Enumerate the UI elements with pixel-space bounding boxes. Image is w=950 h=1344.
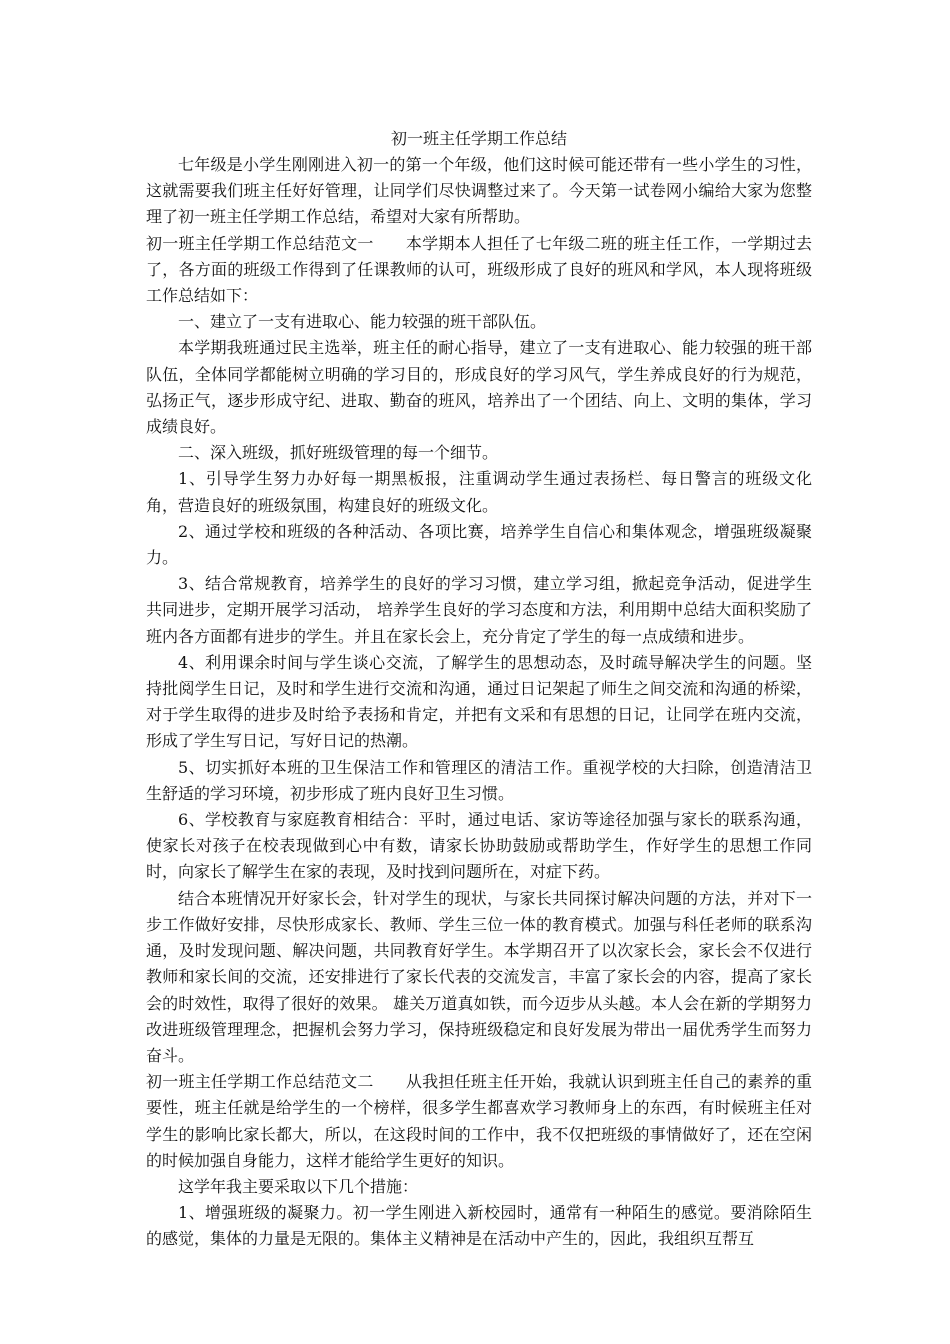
sample-one-heading: 初一班主任学期工作总结范文一	[146, 233, 374, 253]
paragraph-section-one: 一、建立了一支有进取心、能力较强的班干部队伍。	[178, 312, 547, 332]
paragraph-measure-1: 1、增强班级的凝聚力。初一学生刚进入新校园时，通常有一种陌生的感觉。要消除陌生的感觉，集体的力量是无限的。集体主义精神是在活动中产生的，因此，我组织互帮互	[146, 1203, 812, 1249]
paragraph-sample-two	[146, 1069, 812, 1174]
sample-two-body: 从我担任班主任开始，我就认识到班主任自己的素养的重要性，班主任就是给学生的一个榜样，很多学生都喜欢学习教师身上的东西，有时候班主任对学生的影响比家长都大，所以，在这段时间的工作中，我不仅把班级的事情做好了，还在空闲的时候加强自身能力，这样才能给学生更好的知识。	[146, 1072, 812, 1170]
document-page	[146, 126, 812, 1253]
paragraph-item-2: 2、通过学校和班级的各种活动、各项比赛，培养学生自信心和集体观念，增强班级凝聚力。	[146, 521, 812, 568]
sample-one-body: 本学期本人担任了七年级二班的班主任工作，一学期过去了，各方面的班级工作得到了任课教师的认可，班级形成了良好的班风和学风，本人现将班级工作总结如下：	[146, 233, 812, 306]
document-title: 初一班主任学期工作总结	[390, 129, 567, 148]
paragraph-measures: 这学年我主要采取以下几个措施：	[178, 1176, 419, 1196]
paragraph-item-5: 5、切实抓好本班的卫生保洁工作和管理区的清洁工作。重视学校的大扫除，创造清洁卫生舒适的学习环境，初步形成了班内良好卫生习惯。	[146, 757, 812, 803]
paragraph-item-3: 3、结合常规教育，培养学生的良好的学习习惯，建立学习组，掀起竞争活动，促进学生共同进步，定期开展学习活动， 培养学生良好的学习态度和方法，利用期中总结大面积奖励了班内各方面都有进步的学生。并且在家长会上，充分肯定了学生的每一点成绩和进步。	[146, 574, 812, 646]
paragraph-section-two: 二、深入班级，抓好班级管理的每一个细节。	[178, 443, 499, 463]
paragraph-item-6: 6、学校教育与家庭教育相结合：平时，通过电话、家访等途径加强与家长的联系沟通，使家长对孩子在校表现做到心中有数，请家长协助鼓励或帮助学生，作好学生的思想工作同时，向家长了解学生在家的表现，及时找到问题所在，对症下药。	[146, 810, 812, 882]
paragraph-sample-one	[146, 231, 812, 310]
paragraph-body: 本学期我班通过民主选举，班主任的耐心指导，建立了一支有进取心、能力较强的班干部队伍，全体同学都能树立明确的学习目的，形成良好的学习风气，学生养成良好的行为规范，弘扬正气，逐步形成守纪、进取、勤奋的班风，培养出了一个团结、向上、文明的集体，学习成绩良好。	[146, 338, 812, 437]
paragraph-item-4: 4、利用课余时间与学生谈心交流，了解学生的思想动态，及时疏导解决学生的问题。坚持批阅学生日记，及时和学生进行交流和沟通，通过日记架起了师生之间交流和沟通的桥梁，对于学生取得的进步及时给予表扬和肯定，并把有文采和有思想的日记，让同学在班内交流，形成了学生写日记，写好日记的热潮。	[146, 652, 812, 751]
sample-two-heading: 初一班主任学期工作总结范文二	[146, 1072, 374, 1092]
paragraph-item-1: 1、引导学生努力办好每一期黑板报，注重调动学生通过表扬栏、每日警言的班级文化角，营造良好的班级氛围，构建良好的班级文化。	[146, 469, 812, 515]
paragraph-body: 结合本班情况开好家长会，针对学生的现状，与家长共同探讨解决问题的方法，并对下一步工作做好安排，尽快形成家长、教师、学生三位一体的教育模式。加强与科任老师的联系沟通，及时发现问题、解决问题，共同教育好学生。本学期召开了以次家长会，家长会不仅进行教师和家长间的交流，还安排进行了家长代表的交流发言，丰富了家长会的内容，提高了家长会的时效性，取得了很好的效果。 雄关万道真如铁，而今迈步从头越。本人会在新的学期努力改进班级管理理念，把握机会努力学习，保持班级稳定和良好发展为带出一届优秀学生而努力奋斗。	[146, 888, 812, 1065]
paragraph-intro: 七年级是小学生刚刚进入初一的第一个年级，他们这时候可能还带有一些小学生的习性，这就需要我们班主任好好管理，让同学们尽快调整过来了。今天第一试卷网小编给大家为您整理了初一班主任学期工作总结，希望对大家有所帮助。	[146, 155, 812, 227]
